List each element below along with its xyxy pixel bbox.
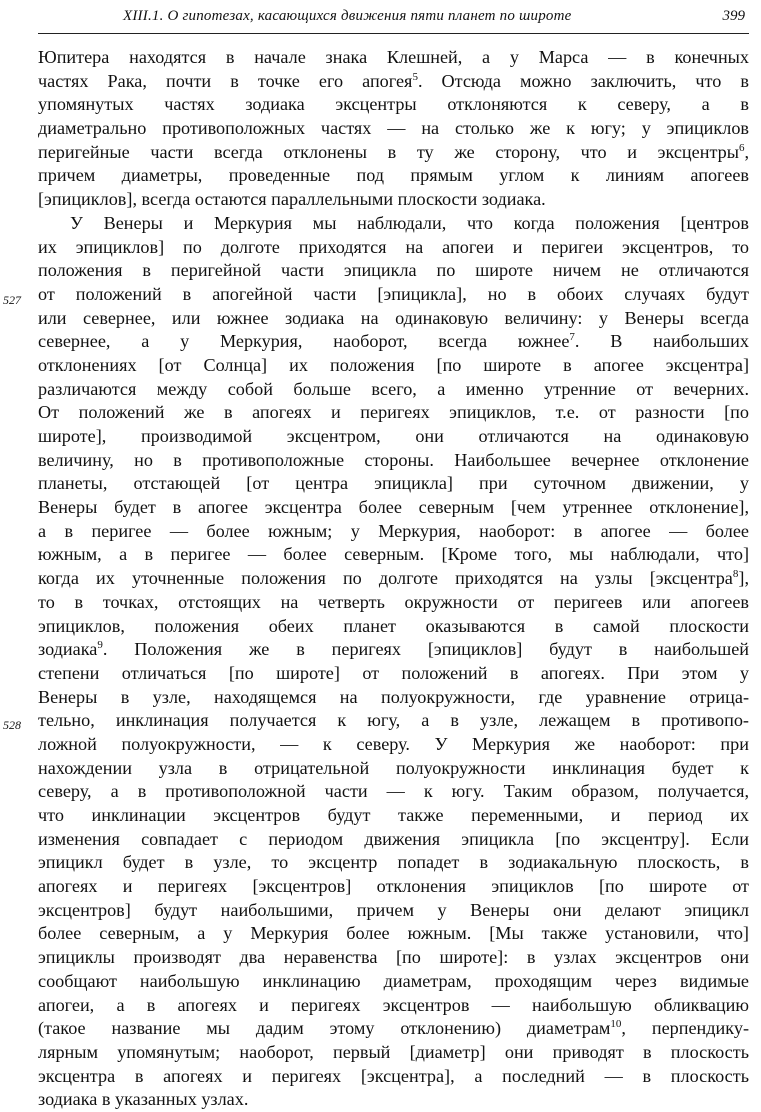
text-segment: эксцентра в апогеях и перигеях [эксцентра], а последний — в плоскость bbox=[38, 1065, 749, 1086]
footnote-marker: 8 bbox=[732, 568, 739, 581]
running-head bbox=[38, 8, 751, 30]
text-line bbox=[38, 970, 749, 994]
text-segment: или севернее, или южнее зодиака на одинаковую величину: у Венеры всегда bbox=[38, 307, 749, 328]
text-segment: величину, но в противоположные стороны. Наибольшее вечернее отклонение bbox=[38, 449, 749, 470]
text-segment: сообщают наибольшую инклинацию диаметрам, проходящим через видимые bbox=[38, 970, 749, 991]
text-segment: частях Рака, почти в точке его апогея bbox=[38, 70, 413, 91]
text-line bbox=[38, 472, 749, 496]
text-line bbox=[38, 378, 749, 402]
text-line bbox=[38, 449, 749, 473]
text-line bbox=[38, 591, 749, 615]
text-segment: а в перигее — более южным; у Меркурия, наоборот: в апогее — более bbox=[38, 520, 749, 541]
text-line bbox=[38, 188, 749, 212]
text-segment: положения в перигейной части эпицикла по широте ничем не отличаются bbox=[38, 260, 749, 281]
text-segment: ], bbox=[738, 568, 749, 589]
text-line bbox=[38, 994, 749, 1018]
body-text bbox=[38, 46, 749, 1112]
text-line bbox=[38, 828, 749, 852]
text-segment: изменения совпадает с периодом движения эпицикла [по эксцентру]. Если bbox=[38, 828, 749, 849]
text-segment: Венеры будет в апогее эксцентра более северным [чем утреннее отклонение], bbox=[38, 497, 749, 518]
text-segment: . Отсюда можно заключить, что в bbox=[417, 70, 749, 91]
text-segment: отклонениях [от Солнца] их положения [по широте в апогее эксцентра] bbox=[38, 354, 749, 375]
text-line bbox=[38, 93, 749, 117]
text-segment: ложной полуокружности, — к северу. У Меркурия же наоборот: при bbox=[38, 733, 749, 754]
text-line bbox=[38, 543, 749, 567]
text-line bbox=[38, 946, 749, 970]
text-segment: перигейные части всегда отклонены в ту же сторону, что и эксцентры bbox=[38, 141, 739, 162]
text-line bbox=[38, 804, 749, 828]
footnote-marker: 6 bbox=[738, 141, 745, 154]
text-segment: эксцентров] будут наибольшими, причем у Венеры они делают эпицикл bbox=[38, 899, 749, 920]
footnote-marker: 5 bbox=[412, 70, 418, 83]
footnote-marker: 7 bbox=[569, 331, 575, 344]
text-segment: севернее, а у Меркурия, наоборот, всегда южнее bbox=[38, 331, 570, 352]
text-segment: зодиака bbox=[38, 639, 98, 660]
text-segment: , перпендику- bbox=[621, 1018, 749, 1039]
text-line bbox=[38, 283, 749, 307]
text-segment: когда их уточненные положения по долготе приходятся на узлы [эксцентра bbox=[38, 568, 733, 589]
text-segment: зодиака в указанных узлах. bbox=[38, 1089, 249, 1110]
text-segment: лярным упомянутым; наоборот, первый [диаметр] они приводят в плоскость bbox=[38, 1041, 749, 1062]
text-line bbox=[38, 496, 749, 520]
text-line bbox=[38, 354, 749, 378]
text-line bbox=[38, 307, 749, 331]
text-line bbox=[38, 686, 749, 710]
text-line bbox=[38, 733, 749, 757]
text-segment: их эпициклов] по долготе приходятся на апогеи и перигеи эксцентров, то bbox=[38, 236, 749, 257]
text-segment: более северным, а у Меркурия более южным. [Мы также установили, что] bbox=[38, 923, 749, 944]
page-number: 399 bbox=[722, 8, 745, 24]
text-segment: южным, а в перигее — более северным. [Кроме того, мы наблюдали, что] bbox=[38, 544, 749, 565]
text-line bbox=[38, 1088, 749, 1112]
text-segment: . В наибольших bbox=[574, 331, 749, 352]
text-line bbox=[38, 922, 749, 946]
text-line bbox=[38, 164, 749, 188]
text-segment: (такое название мы дадим этому отклонению) диаметрам bbox=[38, 1018, 611, 1039]
text-segment: , bbox=[744, 141, 749, 162]
text-line bbox=[38, 780, 749, 804]
text-line bbox=[38, 141, 749, 165]
text-segment: упомянутых частях зодиака эксцентры отклоняются к северу, а в bbox=[38, 94, 749, 115]
text-line bbox=[38, 330, 749, 354]
text-segment: апогеях и перигеях [эксцентров] отклонения эпициклов [по широте от bbox=[38, 876, 749, 897]
text-line bbox=[38, 757, 749, 781]
text-segment: эпицикл будет в узле, то эксцентр попадет в зодиакальную плоскость, в bbox=[38, 852, 749, 873]
text-line bbox=[38, 117, 749, 141]
text-line bbox=[38, 899, 749, 923]
text-line bbox=[38, 638, 749, 662]
text-line bbox=[38, 259, 749, 283]
text-segment: широте], производимой эксцентром, они отличаются на одинаковую bbox=[38, 426, 749, 446]
text-line bbox=[38, 425, 749, 449]
text-segment: от положений в апогейной части [эпицикла], но в обоих случаях будут bbox=[38, 283, 749, 304]
margin-number-528: 528 bbox=[3, 718, 21, 732]
text-line bbox=[38, 236, 749, 260]
text-line bbox=[38, 70, 749, 94]
running-title: XIII.1. О гипотезах, касающихся движения пяти планет по широте bbox=[123, 8, 572, 24]
text-segment: Венеры в узле, находящемся на полуокружности, где уравнение отрица- bbox=[38, 686, 749, 707]
text-segment: Юпитера находятся в начале знака Клешней, а у Марса — в конечных bbox=[38, 47, 749, 67]
text-line bbox=[38, 662, 749, 686]
text-segment: эпициклов, положения обеих планет оказываются в самой плоскости bbox=[38, 615, 749, 636]
text-segment: апогеи, а в апогеях и перигеях эксцентров — наибольшую обликвацию bbox=[38, 994, 749, 1015]
text-line bbox=[38, 615, 749, 639]
text-segment: различаются между собой больше всего, а именно утренние от вечерних. bbox=[38, 378, 749, 399]
text-segment: . Положения же в перигеях [эпициклов] будут в наибольшей bbox=[102, 639, 749, 660]
margin-number-527: 527 bbox=[3, 293, 21, 307]
text-segment: диаметрально противоположных частях — на столько же к югу; у эпициклов bbox=[38, 118, 749, 139]
header-rule bbox=[38, 33, 749, 34]
text-segment: то в точках, отстоящих на четверть окружности от перигеев или апогеев bbox=[38, 591, 749, 612]
text-segment: От положений же в апогеях и перигеях эпициклов, т.е. от разности [по bbox=[38, 402, 749, 423]
text-line bbox=[38, 212, 749, 236]
text-segment: степени отличаться [по широте] от положений в апогеях. При этом у bbox=[38, 662, 749, 683]
text-line bbox=[38, 875, 749, 899]
text-line bbox=[38, 1017, 749, 1041]
text-segment: У Венеры и Меркурия мы наблюдали, что когда положения [центров bbox=[70, 212, 749, 233]
text-line bbox=[38, 1065, 749, 1089]
text-line bbox=[38, 567, 749, 591]
text-line bbox=[38, 851, 749, 875]
text-line bbox=[38, 709, 749, 733]
text-line bbox=[38, 520, 749, 544]
text-line bbox=[38, 1041, 749, 1065]
text-segment: причем диаметры, проведенные под прямым углом к линиям апогеев bbox=[38, 165, 749, 186]
text-segment: эпициклы производят два неравенства [по широте]: в узлах эксцентров они bbox=[38, 947, 749, 968]
text-segment: северу, а в противоположной части — к югу. Таким образом, получается, bbox=[38, 781, 749, 802]
text-segment: [эпициклов], всегда остаются параллельными плоскости зодиака. bbox=[38, 189, 546, 210]
text-line bbox=[38, 46, 749, 70]
text-segment: планеты, отстающей [от центра эпицикла] при суточном движении, у bbox=[38, 473, 749, 494]
text-line bbox=[38, 401, 749, 425]
text-segment: нахождении узла в отрицательной полуокружности инклинация будет к bbox=[38, 757, 749, 778]
text-segment: тельно, инклинация получается к югу, а в узле, лежащем в противопо- bbox=[38, 710, 749, 731]
footnote-marker: 9 bbox=[97, 639, 103, 652]
footnote-marker: 10 bbox=[610, 1018, 622, 1031]
text-segment: что инклинации эксцентров будут также переменными, и период их bbox=[38, 805, 749, 825]
